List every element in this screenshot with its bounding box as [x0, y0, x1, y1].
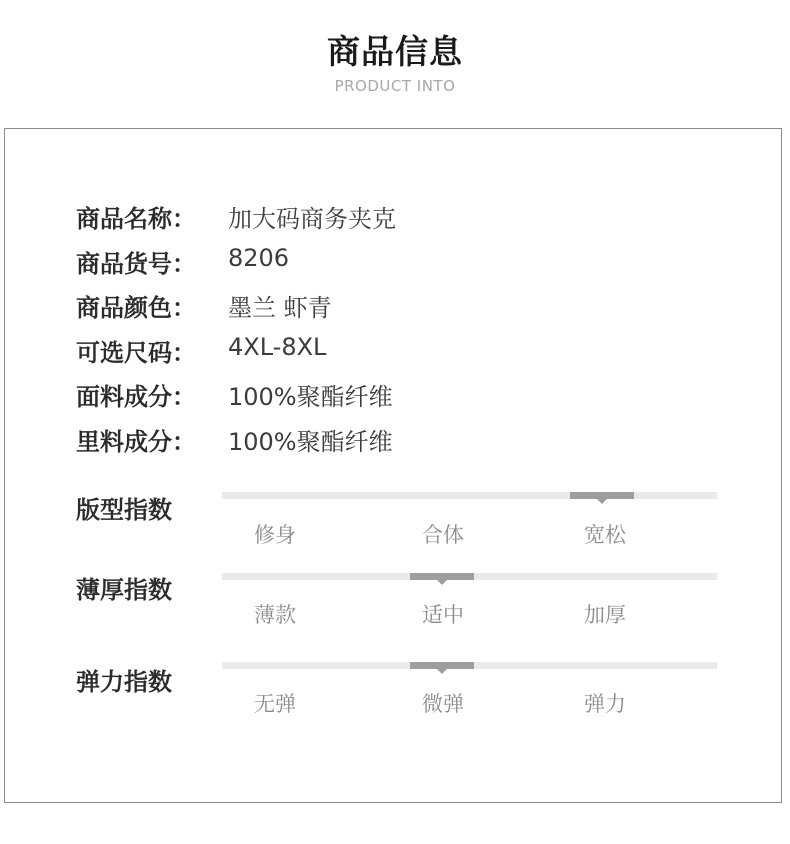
info-label: 面料成分：: [76, 383, 196, 411]
thickness-option: 适中: [422, 603, 464, 627]
info-value: 加大码商务夹克: [228, 205, 396, 233]
fit-index-indicator: [570, 492, 634, 499]
elasticity-index-indicator: [410, 662, 474, 669]
indicator-notch: [597, 499, 607, 504]
thickness-option: 加厚: [584, 603, 626, 627]
thickness-index-label: 薄厚指数: [76, 576, 172, 604]
page-subtitle: PRODUCT INTO: [334, 77, 456, 95]
elasticity-index-label: 弹力指数: [76, 668, 172, 696]
info-label: 商品货号：: [76, 250, 196, 278]
elasticity-option: 微弹: [422, 692, 464, 716]
fit-option: 修身: [254, 523, 296, 547]
fit-index-label: 版型指数: [76, 496, 172, 524]
thickness-option: 薄款: [254, 603, 296, 627]
info-value: 墨兰 虾青: [228, 294, 332, 322]
info-label: 可选尺码：: [76, 339, 196, 367]
page-title: 商品信息: [327, 32, 463, 71]
fit-option: 宽松: [584, 523, 626, 547]
indicator-notch: [437, 669, 447, 674]
info-label: 商品颜色：: [76, 294, 196, 322]
indicator-notch: [437, 580, 447, 585]
info-value: 8206: [228, 244, 290, 272]
fit-option: 合体: [422, 523, 464, 547]
elasticity-option: 弹力: [584, 692, 626, 716]
info-label: 里料成分：: [76, 428, 196, 456]
elasticity-option: 无弹: [254, 692, 296, 716]
info-value: 4XL-8XL: [228, 333, 327, 361]
thickness-index-indicator: [410, 573, 474, 580]
info-label: 商品名称：: [76, 205, 196, 233]
info-value: 100%聚酯纤维: [228, 428, 393, 456]
fit-index-track: [222, 492, 717, 499]
elasticity-index-track: [222, 662, 717, 669]
thickness-index-track: [222, 573, 717, 580]
info-value: 100%聚酯纤维: [228, 383, 393, 411]
